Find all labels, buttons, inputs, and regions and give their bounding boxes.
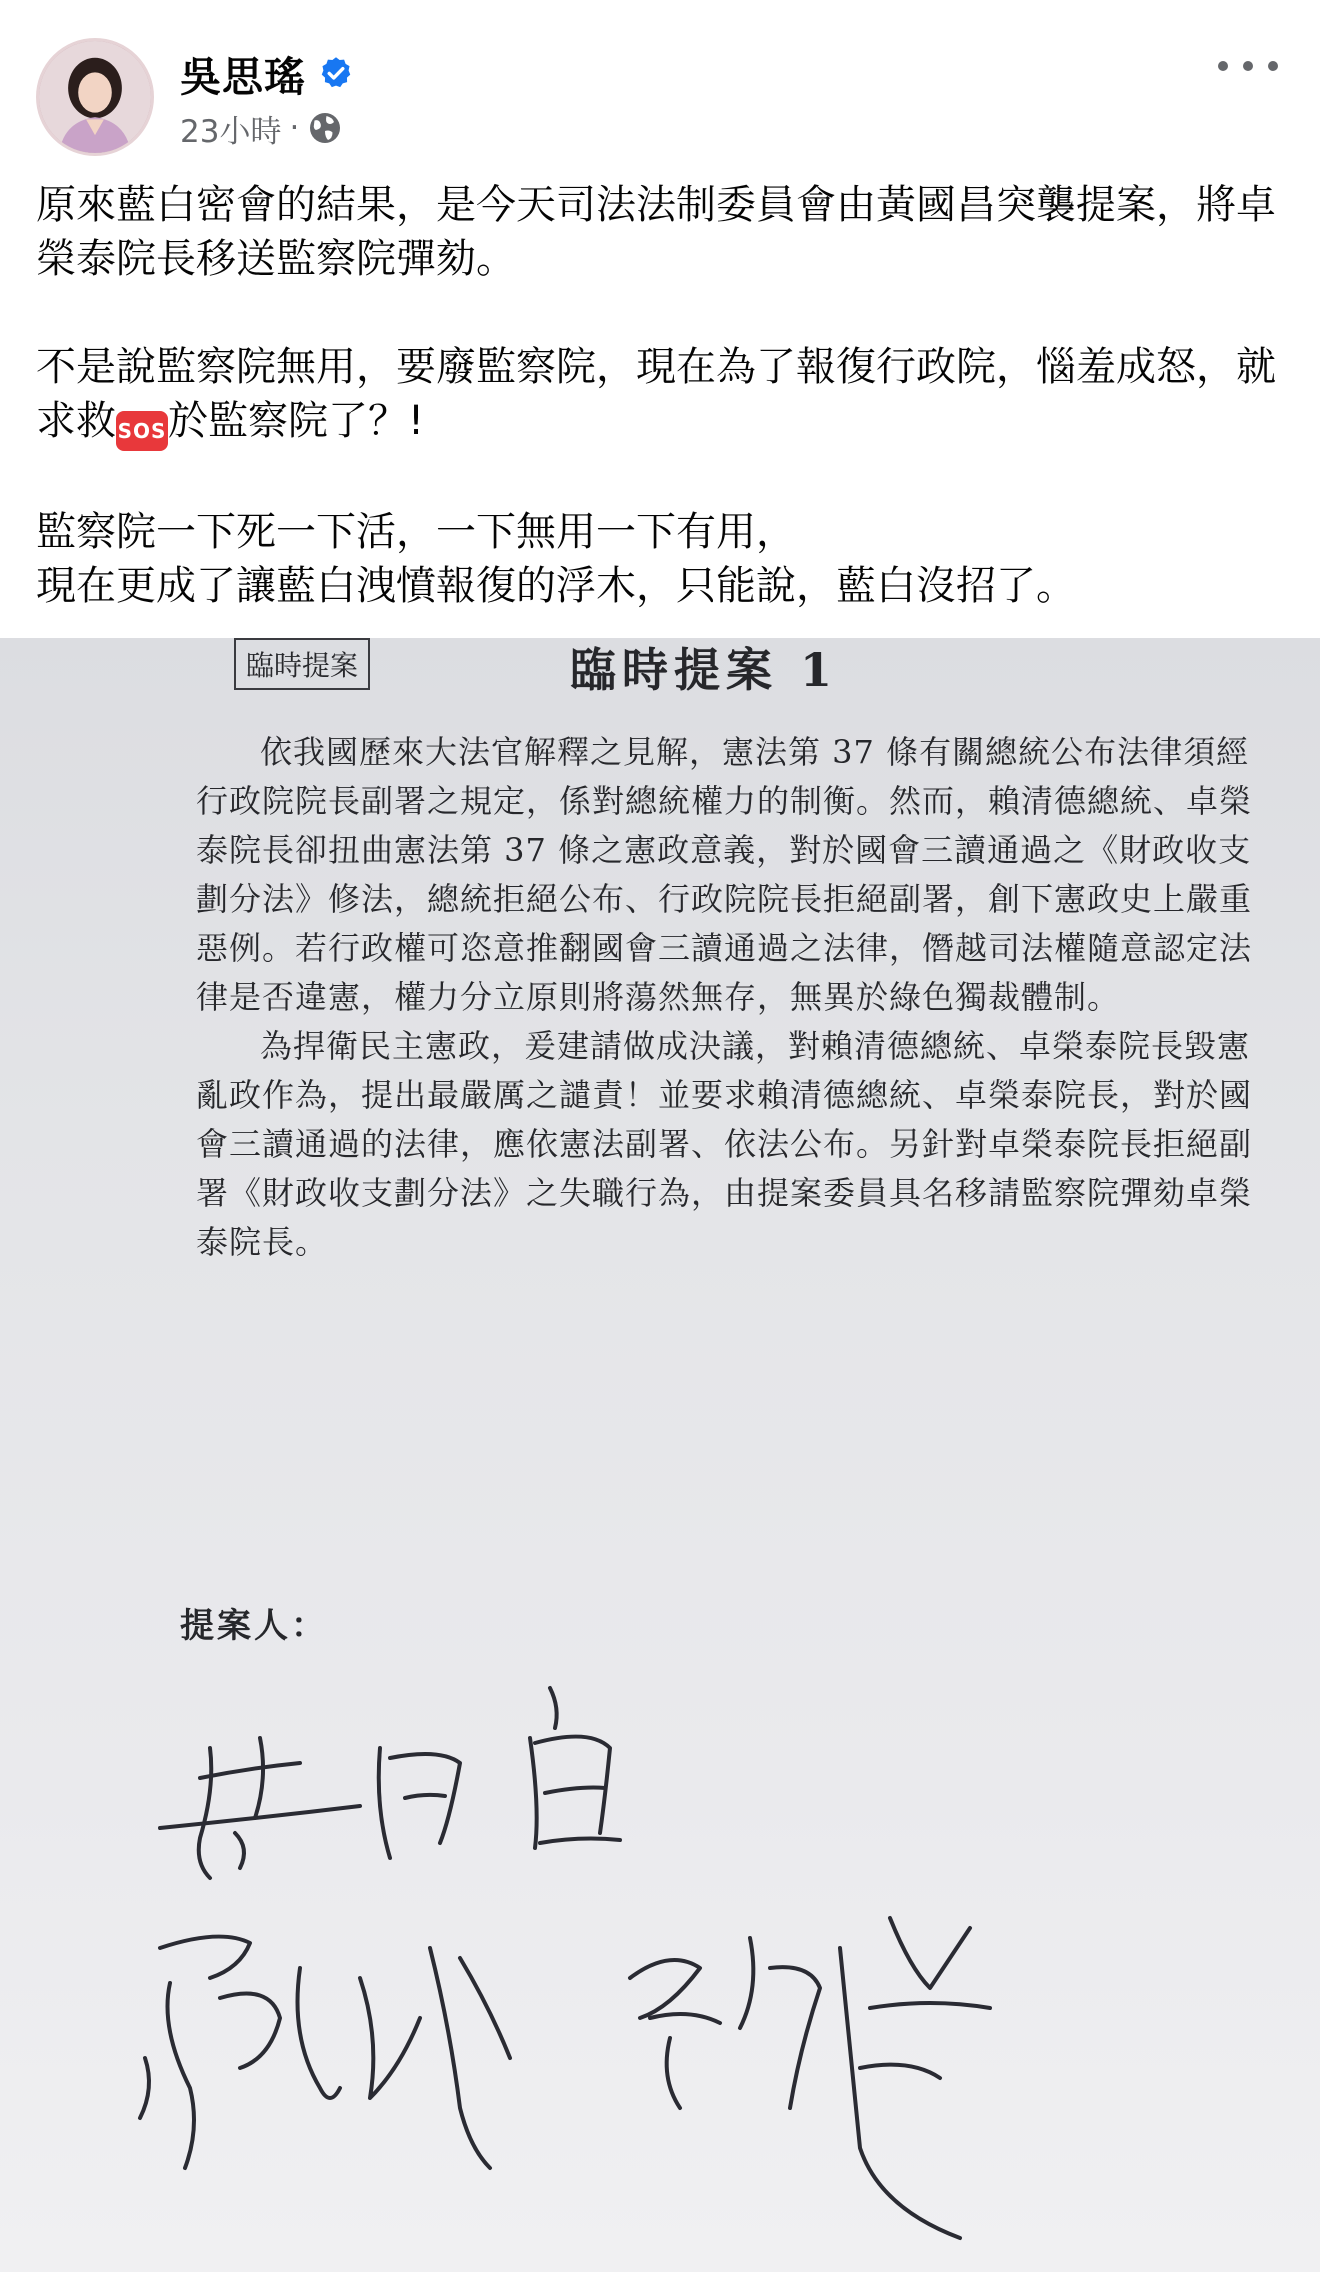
post-paragraph-1: 原來藍白密會的結果，是今天司法法制委員會由黃國昌突襲提案，將卓榮泰院長移送監察院彈劾。 <box>36 182 1276 282</box>
globe-icon[interactable] <box>307 110 343 146</box>
author-name[interactable]: 吳思瑤 <box>180 52 306 101</box>
document-paragraph-2: 為捍衛民主憲政，爰建請做成決議，對賴清德總統、卓榮泰院長毀憲亂政作為，提出最嚴厲之譴責！並要求賴清德總統、卓榮泰院長，對於國會三讀通過的法律，應依憲法副署、依法公布。另針對卓榮泰院長拒絕副署《財政收支劃分法》之失職行為，由提案委員具名移請監察院彈劾卓榮泰院長。 <box>196 1027 1253 1261</box>
verified-badge-icon <box>318 55 354 91</box>
signature-2 <box>130 1888 600 2188</box>
more-horizontal-icon <box>1268 61 1278 71</box>
post-paragraph-2 <box>36 340 1286 451</box>
meta-separator: · <box>289 110 300 146</box>
document-title: 臨時提案 1 <box>570 643 839 697</box>
more-horizontal-icon <box>1243 61 1253 71</box>
post-paragraph-3 <box>36 505 1286 613</box>
document-tag: 臨時提案 <box>234 638 370 690</box>
sos-emoji-icon: SOS <box>116 411 168 451</box>
document-paragraph-1: 依我國歷來大法官解釋之見解，憲法第 37 條有關總統公布法律須經行政院院長副署之規定，係對總統權力的制衡。然而，賴清德總統、卓榮泰院長卻扭曲憲法第 37 條之憲政意義，對於國會三讀通過之《財政收支劃分法》修法，總統拒絕公布、行政院院長拒絕副署，創下憲政史上嚴重惡例。若行政權可恣意推翻國會三讀通過之法律，僭越司法權隨意認定法律是否違憲，權力分立原則將蕩然無存，無異於綠色獨裁體制。 <box>196 733 1253 1016</box>
post-photo[interactable] <box>0 638 1320 2272</box>
more-options-button[interactable] <box>1218 46 1278 86</box>
signature-3 <box>610 1908 1030 2248</box>
post-paragraph-2-start: 不是說監察院無用，要廢監察院，現在為了報復行政院，惱羞成怒，就求救 <box>36 344 1276 444</box>
signature-1 <box>140 1668 700 1888</box>
proposer-label: 提案人： <box>180 1606 328 1646</box>
post-meta <box>180 104 343 152</box>
post-timestamp[interactable]: 23小時 <box>180 113 282 150</box>
more-horizontal-icon <box>1218 61 1228 71</box>
post-paragraph-3-line-2: 現在更成了讓藍白洩憤報復的浮木，只能說，藍白沒招了。 <box>36 563 1076 609</box>
author-row <box>180 44 354 102</box>
post-message <box>36 178 1286 613</box>
author-avatar[interactable] <box>36 38 154 156</box>
post-paragraph-3-line-1: 監察院一下死一下活，一下無用一下有用， <box>36 509 796 555</box>
post-header <box>0 0 1320 170</box>
post-paragraph-2-end: 於監察院了？! <box>168 398 425 444</box>
profile-photo-icon <box>39 41 151 153</box>
document-body <box>196 728 1266 1267</box>
